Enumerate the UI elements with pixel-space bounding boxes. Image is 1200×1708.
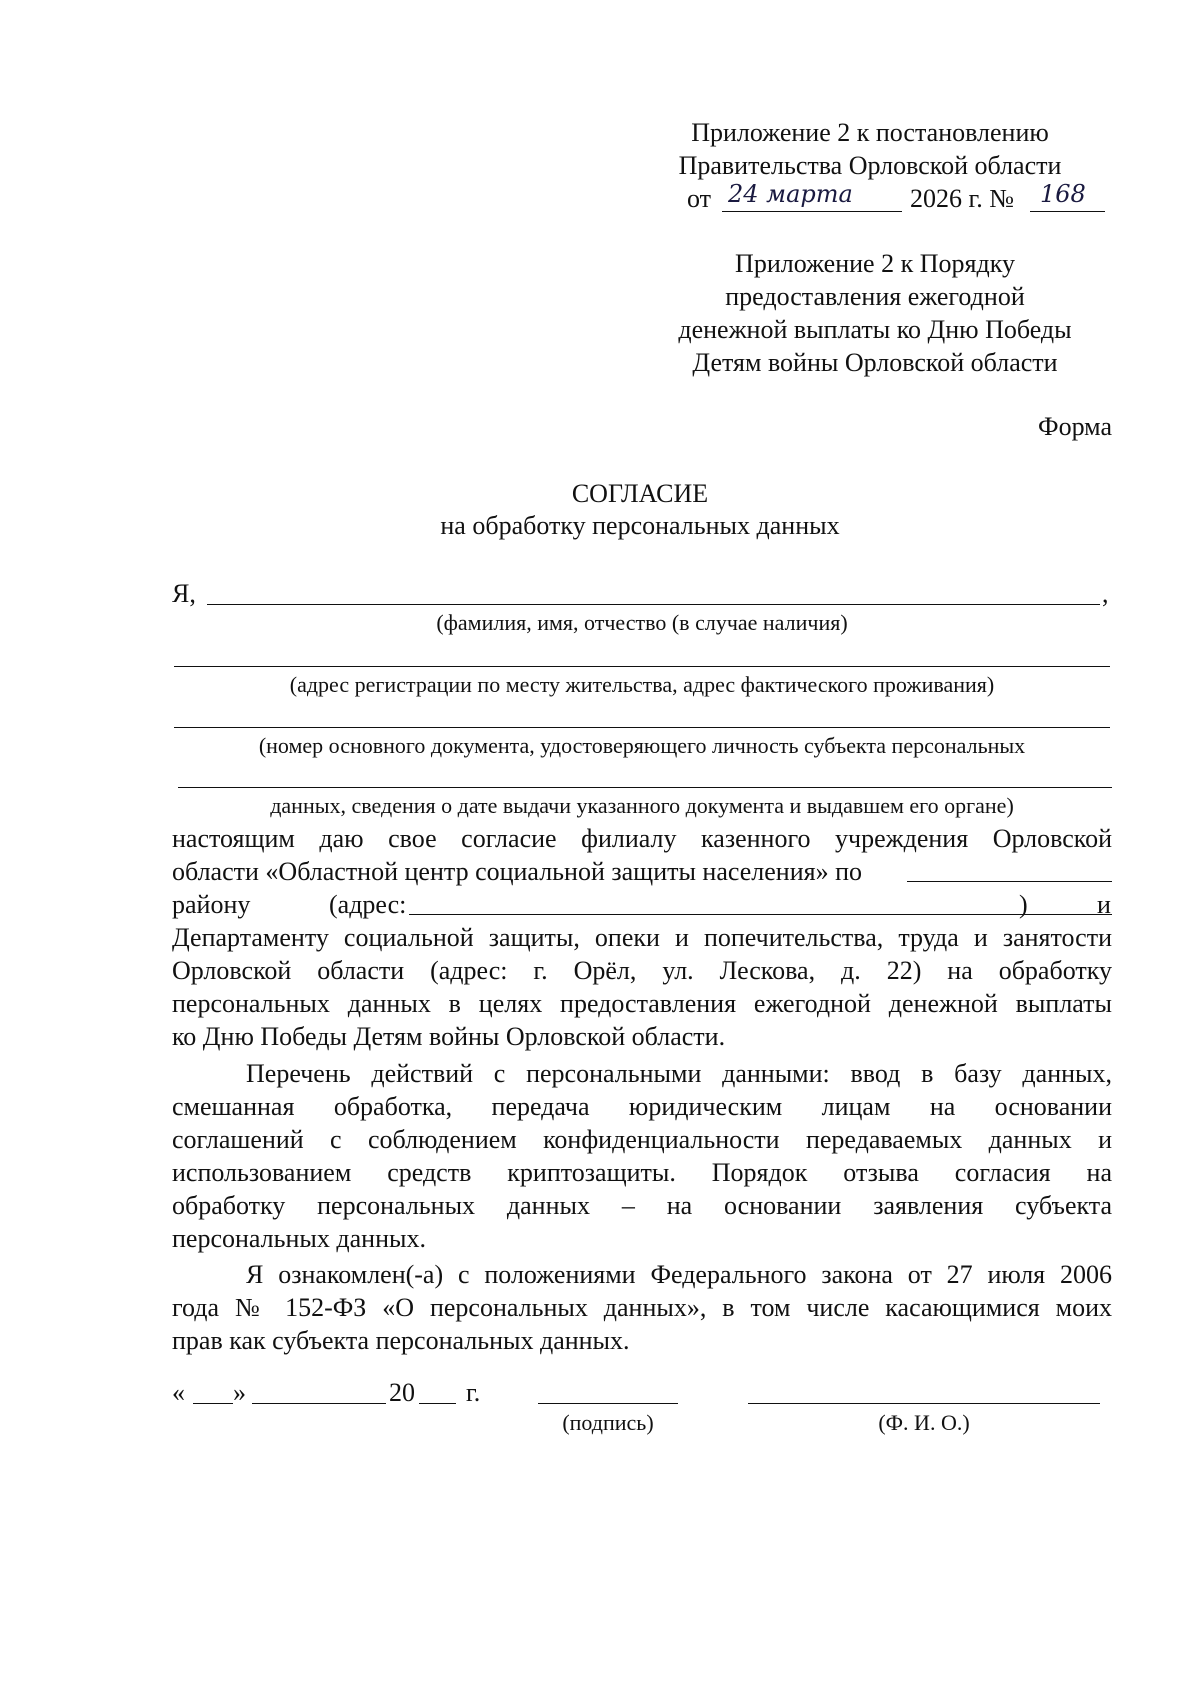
actions-line-2: смешанная обработка, передача юридическим лицам на основании bbox=[172, 1092, 1112, 1121]
document-subtitle: на обработку персональных данных bbox=[440, 511, 840, 540]
ack-line-1: Я ознакомлен(-а) с положениями Федерального закона от 27 июля 2006 bbox=[246, 1260, 1112, 1289]
address-field-line[interactable] bbox=[174, 666, 1110, 667]
consent-line-1: настоящим даю свое согласие филиалу казенного учреждения Орловской bbox=[172, 824, 1112, 853]
date-year-suffix: г. bbox=[466, 1378, 481, 1407]
decree-date-handwritten: 24 марта bbox=[728, 180, 853, 208]
actions-line-4: использованием средств криптозащиты. Порядок отзыва согласия на bbox=[172, 1158, 1112, 1187]
hint-signer-name: (Ф. И. О.) bbox=[878, 1410, 970, 1435]
actions-line-5: обработку персональных данных – на основании заявления субъекта bbox=[172, 1191, 1112, 1220]
date-day-line[interactable] bbox=[193, 1403, 233, 1404]
consent-line-6: персональных данных в целях предоставления ежегодной денежной выплаты bbox=[172, 989, 1112, 1018]
district-field-line[interactable] bbox=[907, 881, 1112, 882]
consent-line-5: Орловской области (адрес: г. Орёл, ул. Лескова, д. 22) на обработку bbox=[172, 956, 1112, 985]
signer-name-line[interactable] bbox=[748, 1403, 1100, 1404]
branch-address-field-line[interactable] bbox=[409, 914, 1112, 915]
consent-line-2-text: области «Областной центр социальной защиты населения» по bbox=[172, 857, 863, 886]
ya-prefix: Я, bbox=[172, 579, 196, 608]
decree-date-line bbox=[722, 211, 902, 212]
appendix-line-4: Детям войны Орловской области bbox=[692, 348, 1058, 377]
document-title: СОГЛАСИЕ bbox=[571, 479, 709, 508]
ack-line-2: года № 152-ФЗ «О персональных данных», в том числе касающимися моих bbox=[172, 1293, 1112, 1322]
consent-line-3-address-label: (адрес: bbox=[329, 890, 407, 919]
decree-number-line bbox=[1030, 211, 1105, 212]
date-month-line[interactable] bbox=[252, 1403, 386, 1404]
document-field-line-1[interactable] bbox=[174, 727, 1110, 728]
ack-line-3: прав как субъекта персональных данных. bbox=[172, 1326, 630, 1355]
consent-line-3 bbox=[172, 888, 1112, 921]
date-year-line[interactable] bbox=[419, 1403, 456, 1404]
hint-address: (адрес регистрации по месту жительства, адрес фактического проживания) bbox=[289, 672, 995, 697]
consent-line-3-and: и bbox=[1097, 890, 1111, 919]
date-quote-close: » bbox=[233, 1378, 246, 1407]
date-quote-open: « bbox=[172, 1378, 185, 1407]
date-year-prefix: 20 bbox=[389, 1378, 415, 1407]
consent-line-3-close: ) bbox=[1019, 890, 1028, 919]
appendix-line-2: предоставления ежегодной bbox=[725, 282, 1025, 311]
header-line-1: Приложение 2 к постановлению bbox=[691, 118, 1049, 147]
hint-signature: (подпись) bbox=[562, 1410, 654, 1435]
hint-document-2: данных, сведения о дате выдачи указанного документа и выдавшем его органе) bbox=[270, 793, 1014, 818]
fio-field-line[interactable] bbox=[207, 604, 1100, 605]
appendix-line-1: Приложение 2 к Порядку bbox=[735, 249, 1015, 278]
header-line-2: Правительства Орловской области bbox=[678, 151, 1062, 180]
decree-number-handwritten: 168 bbox=[1040, 180, 1086, 208]
actions-line-3: соглашений с соблюдением конфиденциальности передаваемых данных и bbox=[172, 1125, 1112, 1154]
form-label: Форма bbox=[1038, 412, 1112, 441]
ya-suffix: , bbox=[1102, 579, 1109, 608]
appendix-line-3: денежной выплаты ко Дню Победы bbox=[678, 315, 1072, 344]
signature-line[interactable] bbox=[538, 1403, 678, 1404]
consent-line-4: Департаменту социальной защиты, опеки и попечительства, труда и занятости bbox=[172, 923, 1112, 952]
paragraph-actions bbox=[172, 1057, 1112, 1255]
paragraph-acknowledgement bbox=[172, 1258, 1112, 1357]
hint-document-1: (номер основного документа, удостоверяющего личность субъекта персональных bbox=[258, 733, 1026, 758]
actions-line-1: Перечень действий с персональными данными: ввод в базу данных, bbox=[246, 1059, 1112, 1088]
paragraph-consent bbox=[172, 822, 1112, 1053]
consent-line-3-district: району bbox=[172, 890, 251, 919]
header-line-3-prefix: от bbox=[687, 184, 712, 213]
consent-line-2 bbox=[172, 855, 1112, 888]
document-field-line-2[interactable] bbox=[178, 787, 1112, 788]
actions-line-6: персональных данных. bbox=[172, 1224, 426, 1253]
consent-line-7: ко Дню Победы Детям войны Орловской области. bbox=[172, 1022, 726, 1051]
hint-fio: (фамилия, имя, отчество (в случае наличия) bbox=[436, 610, 848, 635]
header-line-3-year: 2026 г. № bbox=[910, 184, 1015, 213]
